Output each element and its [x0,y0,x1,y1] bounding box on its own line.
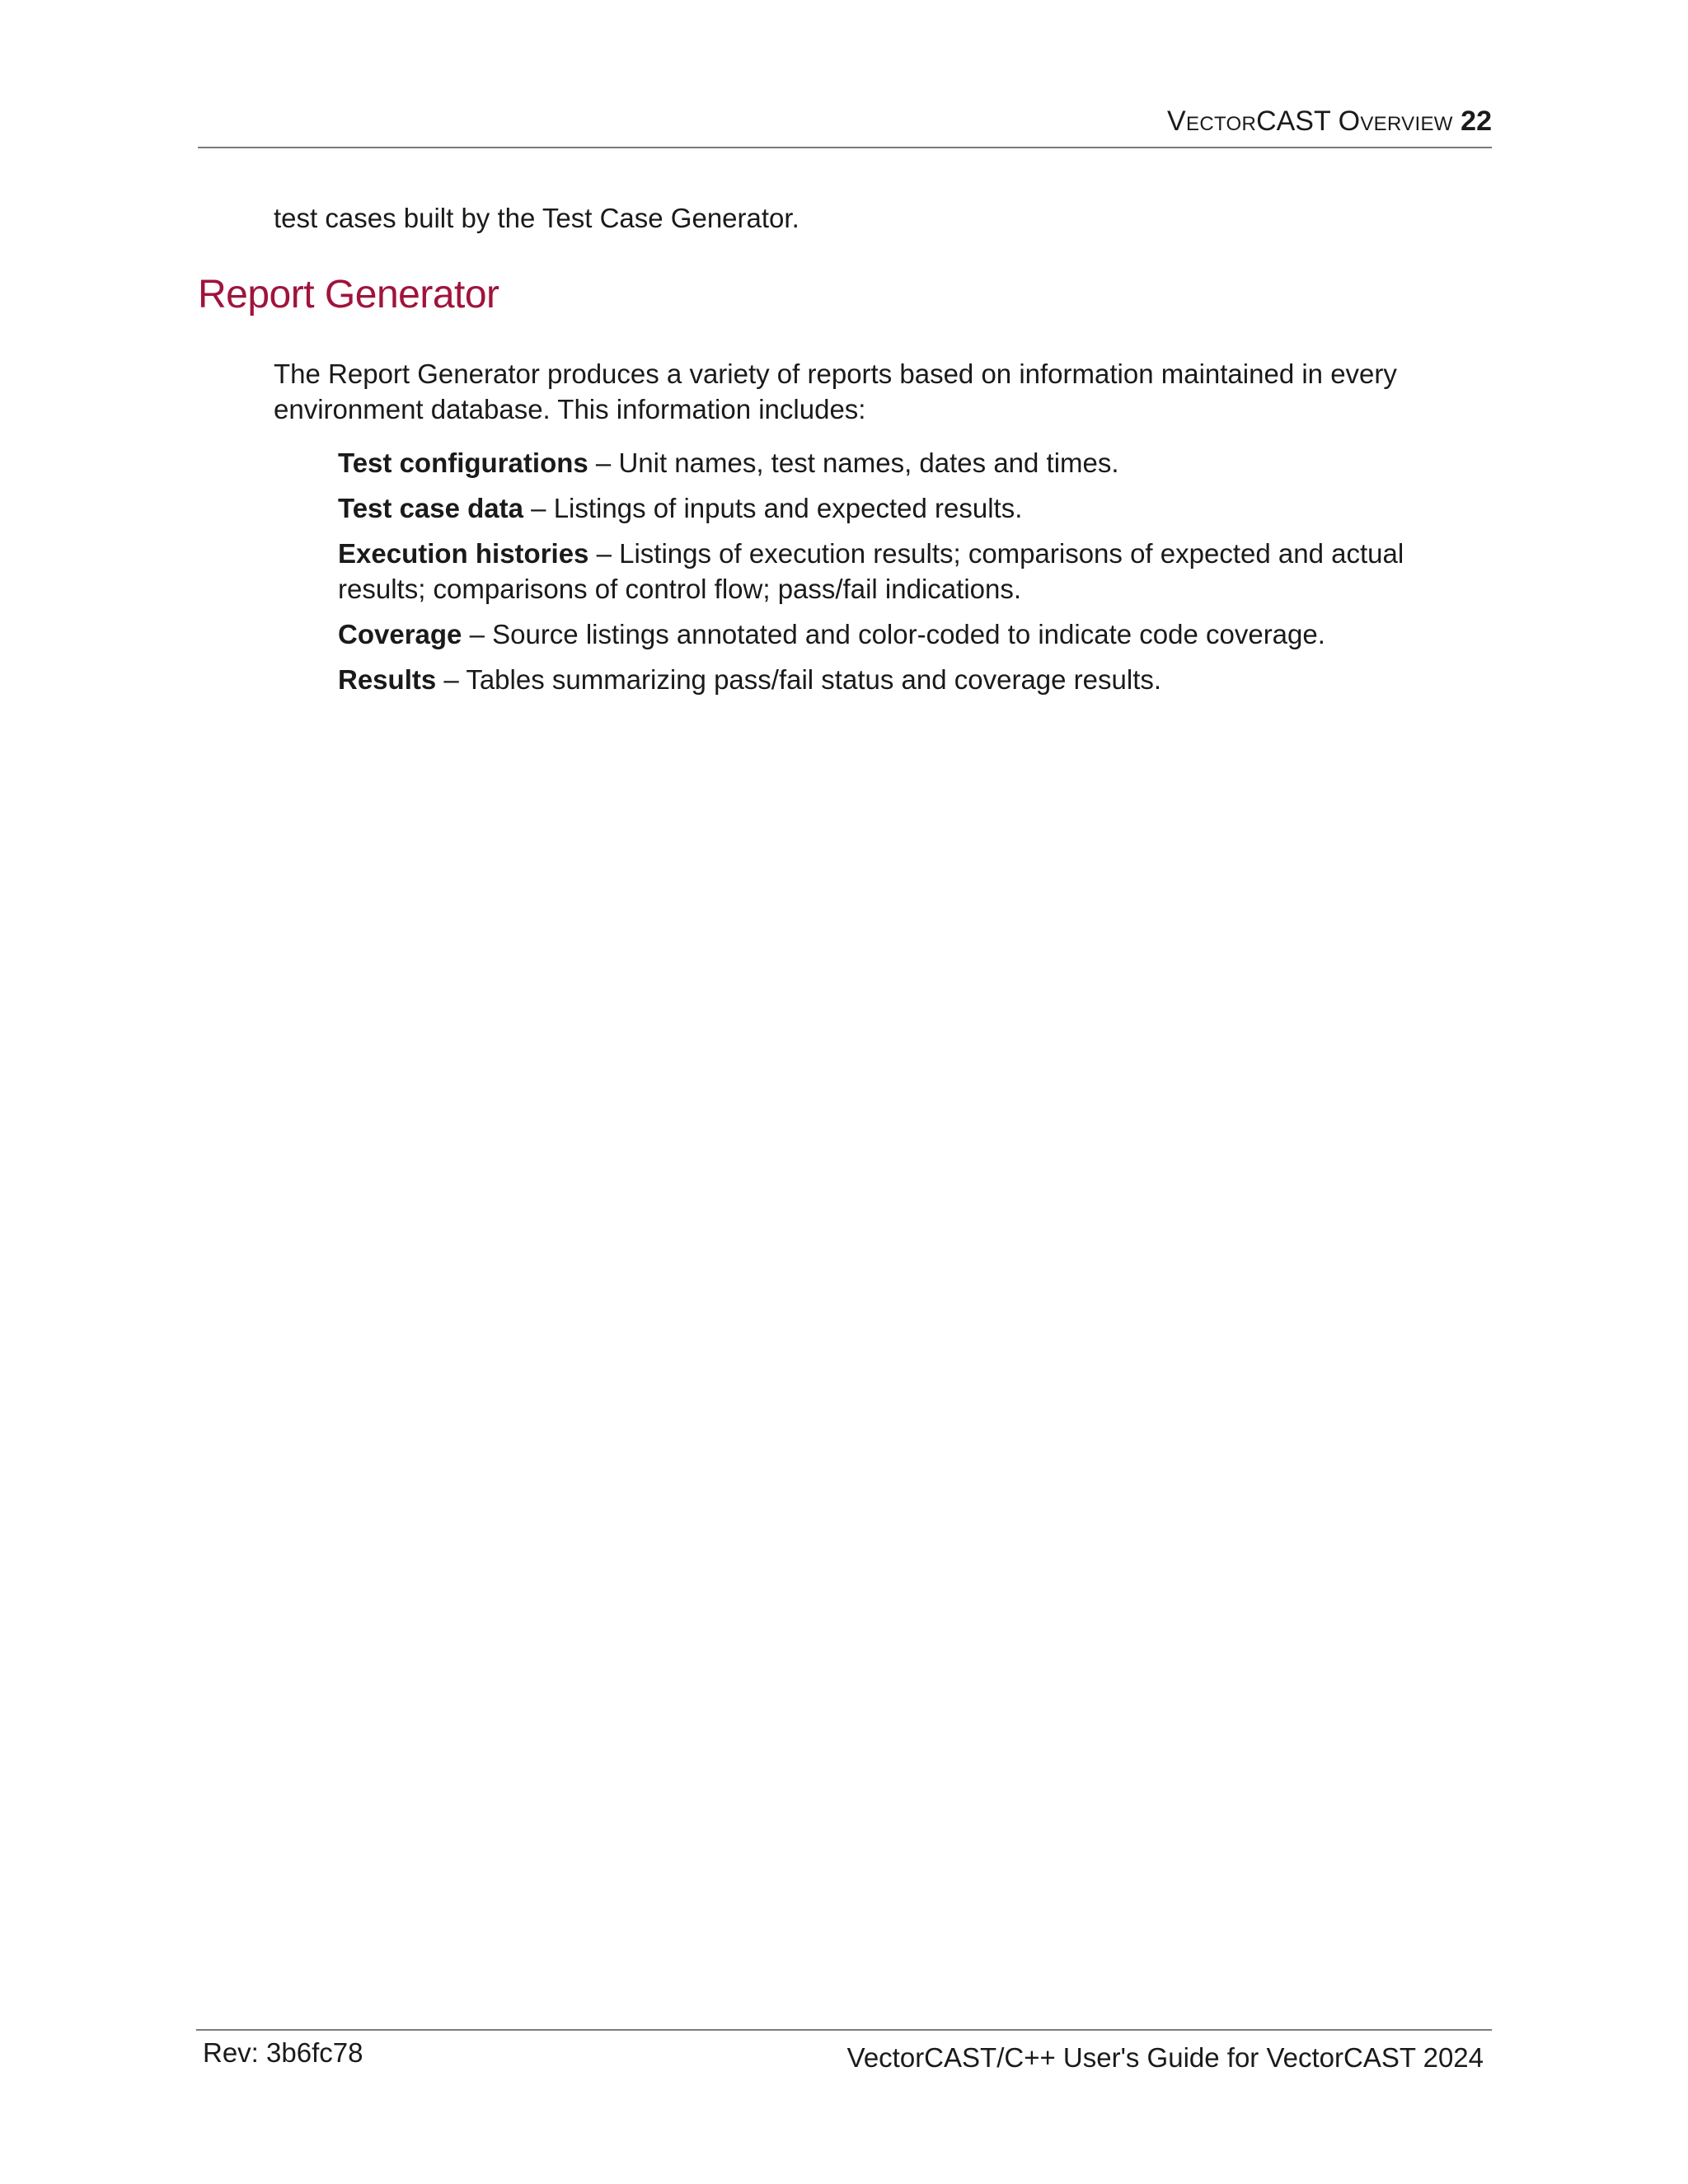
item-term: Test configurations [338,448,588,478]
list-item [338,536,1492,607]
list-item [338,490,1492,526]
page-number: 22 [1461,105,1492,137]
header-word-overview: Overview [1338,105,1453,137]
page-footer [196,2029,1492,2088]
page-header [198,104,1492,148]
revision-label: Rev: 3b6fc78 [203,2037,363,2068]
list-item [338,445,1492,480]
intro-paragraph: The Report Generator produces a variety of reports based on information maintained in every environment database. This information includes: [274,359,1397,424]
definition-list [338,445,1492,707]
item-description: – Listings of inputs and expected results. [523,493,1023,523]
item-term: Execution histories [338,538,589,569]
guide-title: VectorCAST/C++ User's Guide for VectorCAST 2024 [846,2042,1484,2073]
item-description: – Listings of execution results; comparisons of expected and actual results; comparisons of control flow; pass/fail indications. [338,538,1404,604]
item-description: – Unit names, test names, dates and times. [588,448,1119,478]
item-term: Test case data [338,493,524,523]
item-description: – Source listings annotated and color-coded to indicate code coverage. [462,619,1325,649]
continuation-text: test cases built by the Test Case Generator. [274,203,799,233]
item-term: Coverage [338,619,462,649]
item-term: Results [338,664,437,695]
list-item [338,662,1492,697]
item-description: – Tables summarizing pass/fail status and coverage results. [436,664,1162,695]
header-word-cast: CAST [1256,105,1331,137]
section-heading: Report Generator [198,273,499,316]
running-header [1167,105,1492,138]
header-word-vector: Vector [1167,105,1257,137]
list-item [338,616,1492,652]
